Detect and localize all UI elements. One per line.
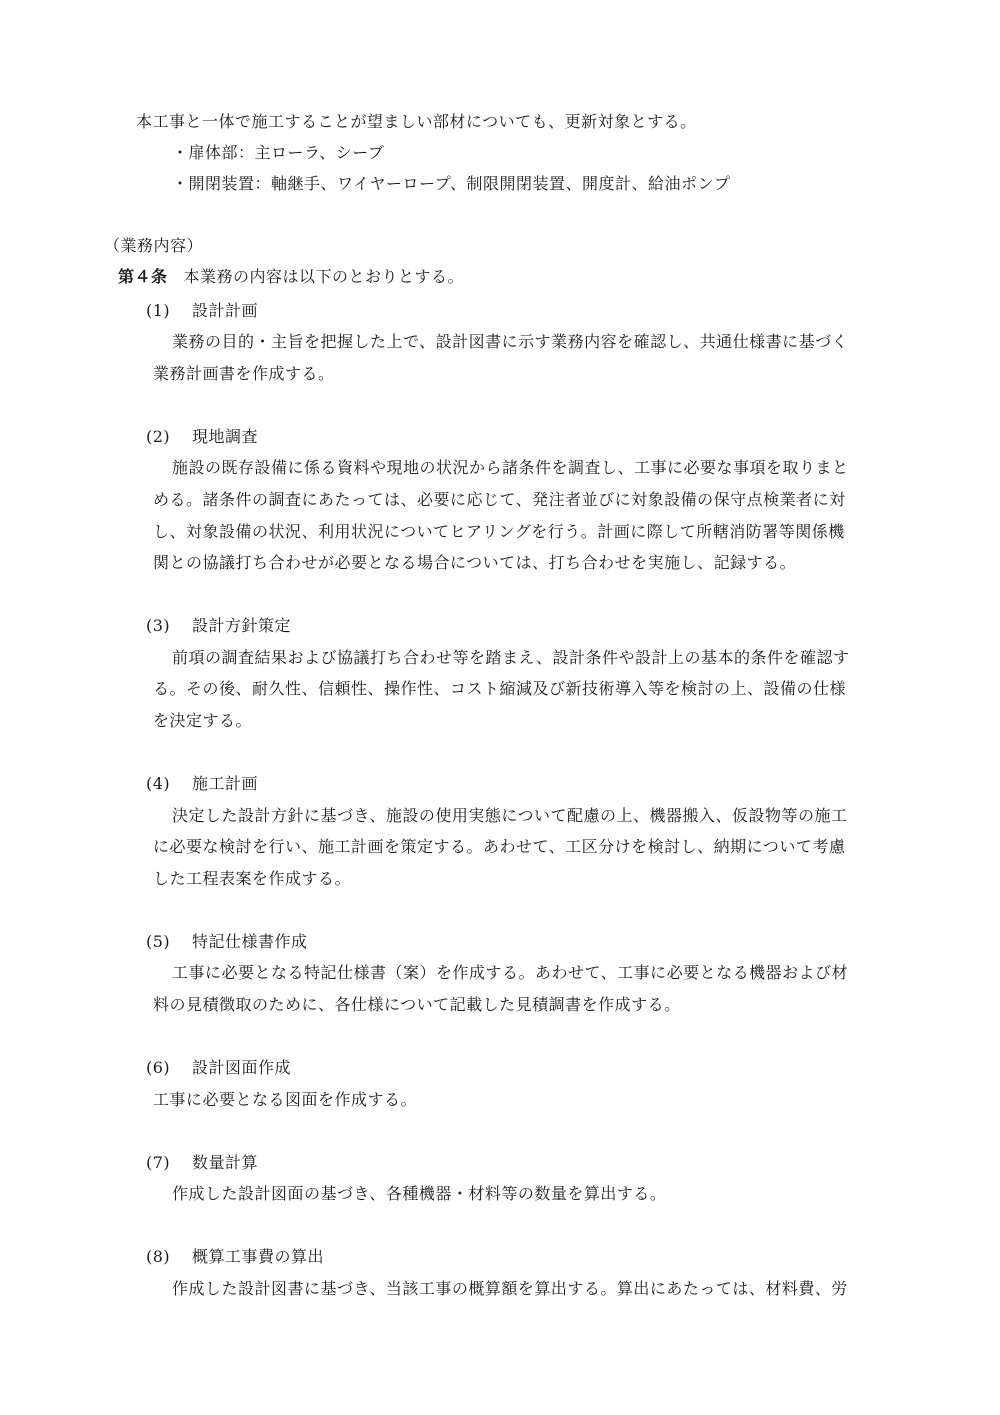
item-number: (2) bbox=[146, 427, 171, 446]
item-title: 施工計画 bbox=[192, 774, 259, 793]
item-line: した工程表案を作成する。 bbox=[153, 869, 352, 888]
item-line: める。諸条件の調査にあたっては、必要に応じて、発注者並びに対象設備の保守点検業者に対 bbox=[153, 490, 846, 509]
item-line: 作成した設計図面の基づき、各種機器・材料等の数量を算出する。 bbox=[172, 1184, 667, 1203]
item-number: (7) bbox=[146, 1153, 171, 1172]
intro-text: 本工事と一体で施工することが望ましい部材についても、更新対象とする。 bbox=[136, 112, 697, 131]
item-title: 特記仕様書作成 bbox=[192, 932, 308, 951]
item-line: に必要な検討を行い、施工計画を策定する。あわせて、工区分けを検討し、納期について考慮 bbox=[153, 837, 846, 856]
article-number: 第４条 bbox=[118, 267, 168, 286]
item-heading bbox=[146, 616, 291, 636]
item-line: 工事に必要となる図面を作成する。 bbox=[153, 1090, 418, 1109]
item-title: 設計計画 bbox=[192, 301, 259, 320]
article-text: 本業務の内容は以下のとおりとする。 bbox=[183, 267, 465, 286]
item-heading bbox=[146, 1058, 291, 1078]
item-heading bbox=[146, 774, 258, 794]
item-line: 業務計画書を作成する。 bbox=[153, 364, 335, 383]
item-line: 施設の既存設備に係る資料や現地の状況から諸条件を調査し、工事に必要な事項を取りまと bbox=[172, 458, 849, 477]
item-line: 業務の目的・主旨を把握した上で、設計図書に示す業務内容を確認し、共通仕様書に基づく bbox=[172, 332, 849, 351]
item-title: 設計方針策定 bbox=[192, 616, 292, 635]
item-line: を決定する。 bbox=[153, 711, 253, 730]
item-title: 数量計算 bbox=[192, 1153, 259, 1172]
item-heading bbox=[146, 301, 258, 321]
item-number: (8) bbox=[146, 1247, 171, 1266]
item-line: 料の見積徴取のために、各仕様について記載した見積調書を作成する。 bbox=[153, 995, 681, 1014]
item-number: (3) bbox=[146, 616, 171, 635]
item-line: 工事に必要となる特記仕様書（案）を作成する。あわせて、工事に必要となる機器および材 bbox=[172, 963, 849, 982]
item-number: (6) bbox=[146, 1058, 171, 1077]
item-heading bbox=[146, 427, 258, 447]
article-caption: （業務内容） bbox=[104, 236, 204, 255]
item-number: (1) bbox=[146, 301, 171, 320]
item-heading bbox=[146, 1153, 258, 1173]
bullet-door-body: ・扉体部：主ローラ、シーブ bbox=[172, 143, 385, 162]
item-heading bbox=[146, 1247, 324, 1267]
item-title: 概算工事費の算出 bbox=[192, 1247, 325, 1266]
item-line: 決定した設計方針に基づき、施設の使用実態について配慮の上、機器搬入、仮設物等の施工 bbox=[172, 806, 848, 825]
item-number: (4) bbox=[146, 774, 171, 793]
item-line: 関との協議打ち合わせが必要となる場合については、打ち合わせを実施し、記録する。 bbox=[153, 553, 797, 572]
item-line: る。その後、耐久性、信頼性、操作性、コスト縮減及び新技術導入等を検討の上、設備の仕様 bbox=[153, 679, 847, 698]
item-line: 作成した設計図書に基づき、当該工事の概算額を算出する。算出にあたっては、材料費、労 bbox=[172, 1279, 848, 1298]
item-line: し、対象設備の状況、利用状況についてヒアリングを行う。計画に際して所轄消防署等関係機 bbox=[153, 522, 845, 541]
item-title: 現地調査 bbox=[192, 427, 259, 446]
item-title: 設計図面作成 bbox=[192, 1058, 292, 1077]
item-line: 前項の調査結果および協議打ち合わせ等を踏まえ、設計条件や設計上の基本的条件を確認す bbox=[172, 648, 850, 667]
article-heading bbox=[118, 267, 464, 287]
item-number: (5) bbox=[146, 932, 171, 951]
bullet-opening-device: ・開閉装置：軸継手、ワイヤーロープ、制限開閉装置、開度計、給油ポンプ bbox=[172, 174, 731, 193]
item-heading bbox=[146, 932, 308, 952]
